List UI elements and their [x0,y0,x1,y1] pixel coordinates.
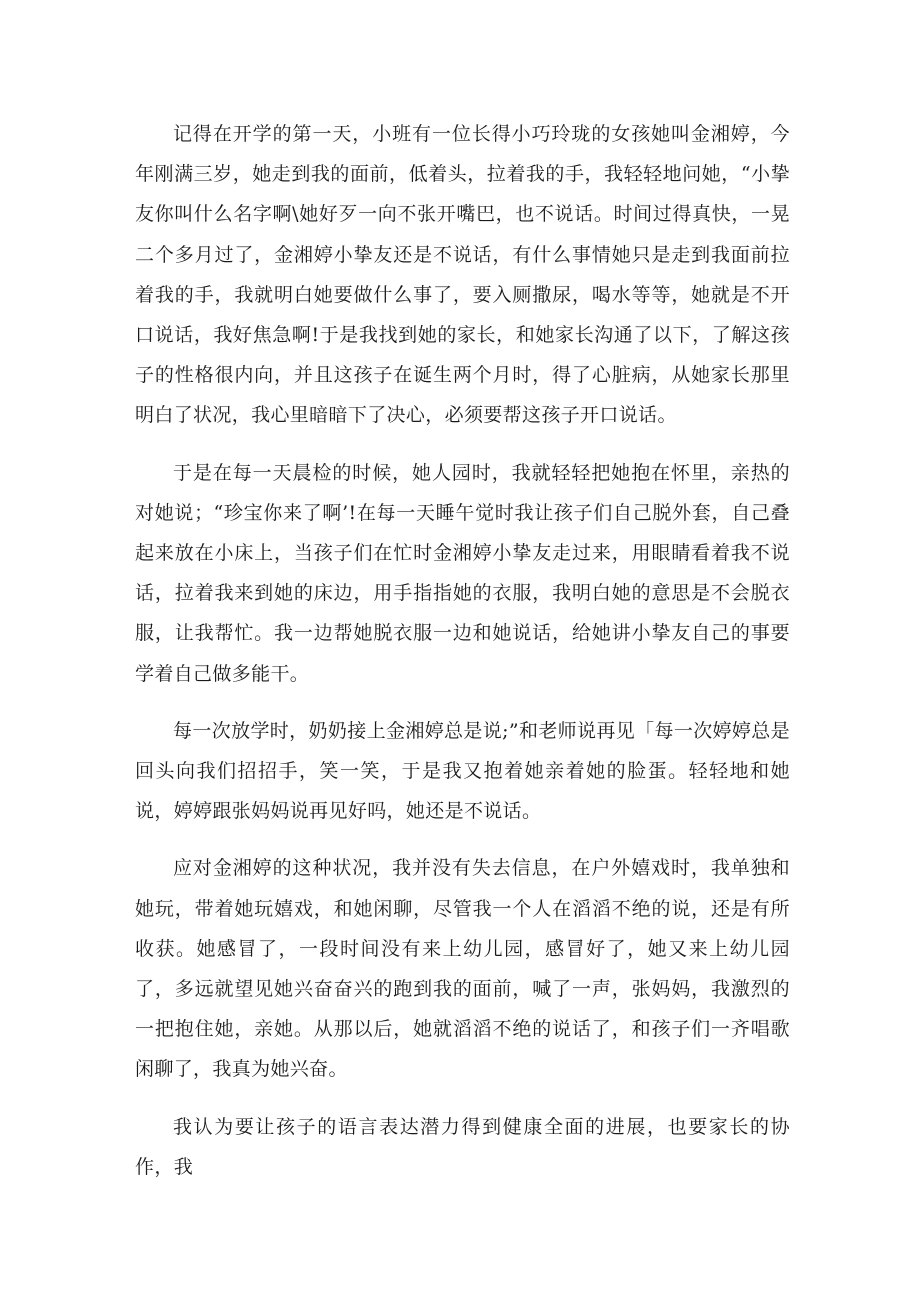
paragraph: 记得在开学的第一天，小班有一位长得小巧玲珑的女孩她叫金湘婷，今年刚满三岁，她走到我的面前，低着头，拉着我的手，我轻轻地问她，“小挚友你叫什么名字啊\她好歹一向不张开嘴巴，也不说话。时间过得真快，一晃二个多月过了，金湘婷小挚友还是不说话，有什么事情她只是走到我面前拉着我的手，我就明白她要做什么事了，要入厕撒尿，喝水等等，她就是不开口说话，我好焦急啊!于是我找到她的家长，和她家长沟通了以下，了解这孩子的性格很内向，并且这孩子在诞生两个月时，得了心脏病，从她家长那里明白了状况，我心里暗暗下了决心，必须要帮这孩子开口说话。 [135,123,790,427]
paragraph: 应对金湘婷的这种状况，我并没有失去信息，在户外嬉戏时，我单独和她玩，带着她玩嬉戏，和她闲聊，尽管我一个人在滔滔不绝的说，还是有所收获。她感冒了，一段时间没有来上幼儿园，感冒好了，她又来上幼儿园了，多远就望见她兴奋奋兴的跑到我的面前，喊了一声，张妈妈，我激烈的一把抱住她，亲她。从那以后，她就滔滔不绝的说话了，和孩子们一齐唱歌闲聊了，我真为她兴奋。 [135,857,790,1081]
paragraph: 于是在每一天晨检的时候，她人园时，我就轻轻把她抱在怀里，亲热的对她说；“珍宝你来了啊’!在每一天睡午觉时我让孩子们自己脱外套，自己叠起来放在小床上，当孩子们在忙时金湘婷小挚友走过来，用眼睛看着我不说话，拉着我来到她的床边，用手指指她的衣服，我明白她的意思是不会脱衣服，让我帮忙。我一边帮她脱衣服一边和她说话，给她讲小挚友自己的事要学着自己做多能干。 [135,461,790,685]
paragraph: 每一次放学时，奶奶接上金湘婷总是说;”和老师说再见「每一次婷婷总是回头向我们招招手，笑一笑，于是我又抱着她亲着她的脸蛋。轻轻地和她说，婷婷跟张妈妈说再见好吗，她还是不说话。 [135,719,790,823]
document-body [135,114,790,1204]
paragraph: 我认为要让孩子的语言表达潜力得到健康全面的进展，也要家长的协作，我 [135,1115,790,1178]
